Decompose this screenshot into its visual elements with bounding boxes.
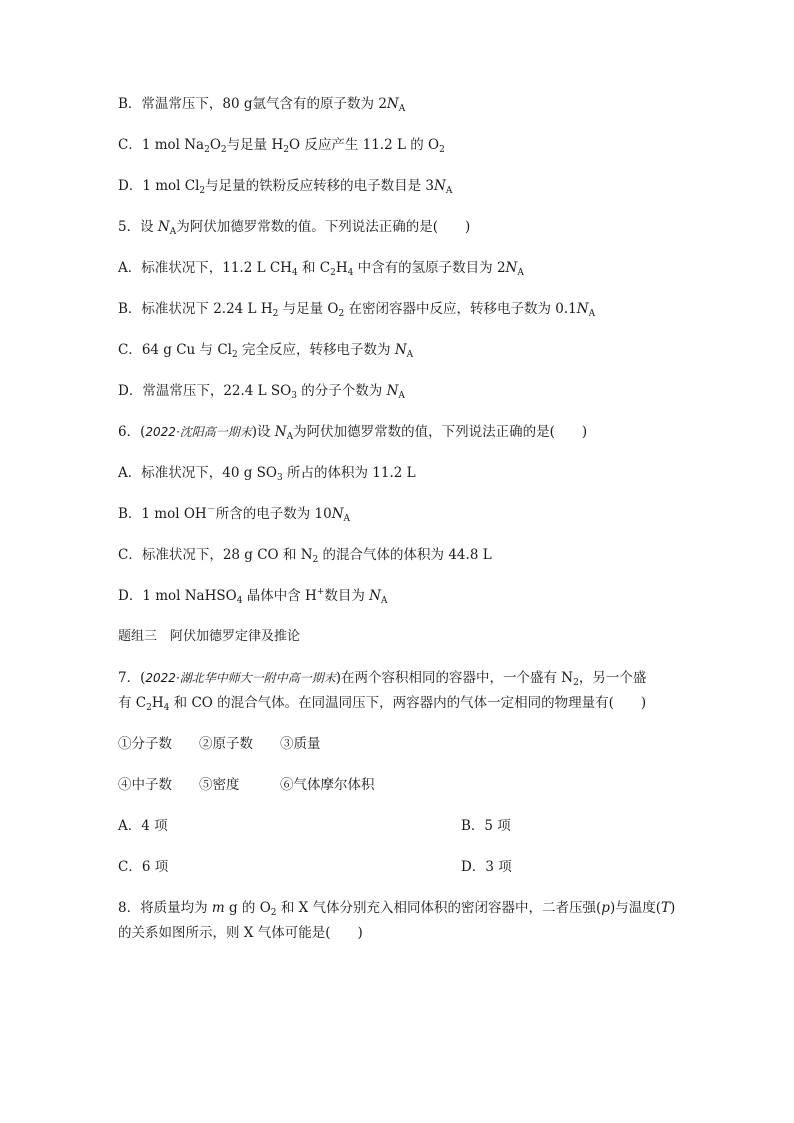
q7-option-c: C．6 项 (118, 859, 169, 875)
q7-stem-line2: 有 $C_2H_4$ 和 CO 的混合气体。在同温同压下，两容器内的气体一定相同的物理量有( ) (118, 695, 647, 713)
q8-stem-line1: 8．将质量均为 m g 的 $O_2$ 和 X 气体分别充入相同体积的密闭容器中，二者压强(p)与温度(T) (118, 900, 676, 918)
q4-option-d: D．1 mol $Cl_2$与足量的铁粉反应转移的电子数目是 $3N_A$ (118, 178, 453, 196)
q5-option-c: C．64 g Cu 与 $Cl_2$ 完全反应，转移电子数为 $N_A$ (118, 342, 414, 360)
q5-option-d: D．常温常压下，22.4 L $SO_3$ 的分子个数为 $N_A$ (118, 383, 405, 401)
q6-option-c: C．标准状况下，28 g CO 和 $N_2$ 的混合气体的体积为 44.8 L (118, 547, 492, 565)
q4-option-b: B．常温常压下，80 g氩气含有的原子数为 $2N_A$ (118, 96, 406, 114)
q8-stem-line2: 的关系如图所示，则 X 气体可能是( ) (118, 925, 363, 941)
section-heading: 题组三 阿伏加德罗定律及推论 (118, 629, 301, 644)
q6-option-d: D．1 mol NaHSO$_4$ 晶体中含 H+数目为 $N_A$ (118, 587, 388, 606)
q7-option-row1 (118, 817, 511, 835)
q7-items-row1: ①分子数 ②原子数 ③质量 (118, 736, 321, 752)
q6-stem: 6．(2022·沈阳高一期末)设 $N_A$为阿伏加德罗常数的值，下列说法正确的是( ) (118, 424, 588, 442)
q7-stem-line1: 7．(2022·湖北华中师大一附中高一期末)在两个容积相同的容器中，一个盛有 $N_2$，另一个盛 (118, 670, 647, 688)
q6-option-a: A．标准状况下，40 g $SO_3$ 所占的体积为 11.2 L (118, 465, 416, 483)
q5-option-a: A．标准状况下，11.2 L $CH_4$ 和 $C_2H_4$ 中含有的氢原子数目为 $2N_A$ (118, 260, 524, 278)
q6-option-b: B．1 mol OH－所含的电子数为 $10N_A$ (118, 505, 350, 524)
q7-option-b: B．5 项 (461, 818, 511, 834)
q4-option-c: C．1 mol $Na_2O_2$与足量 $H_2O$ 反应产生 11.2 L 的 $O_2$ (118, 137, 445, 155)
q7-option-a: A．4 项 (118, 818, 168, 834)
q7-option-d: D．3 项 (461, 859, 512, 875)
q7-items-row2: ④中子数 ⑤密度 ⑥气体摩尔体积 (118, 777, 375, 793)
q5-option-b: B．标准状况下 2.24 L $H_2$ 与足量 $O_2$ 在密闭容器中反应，转移电子数为 $0.1N_A$ (118, 301, 596, 319)
q5-stem: 5．设 $N_A$为阿伏加德罗常数的值。下列说法正确的是( ) (118, 219, 471, 237)
q7-option-row2 (118, 858, 512, 876)
